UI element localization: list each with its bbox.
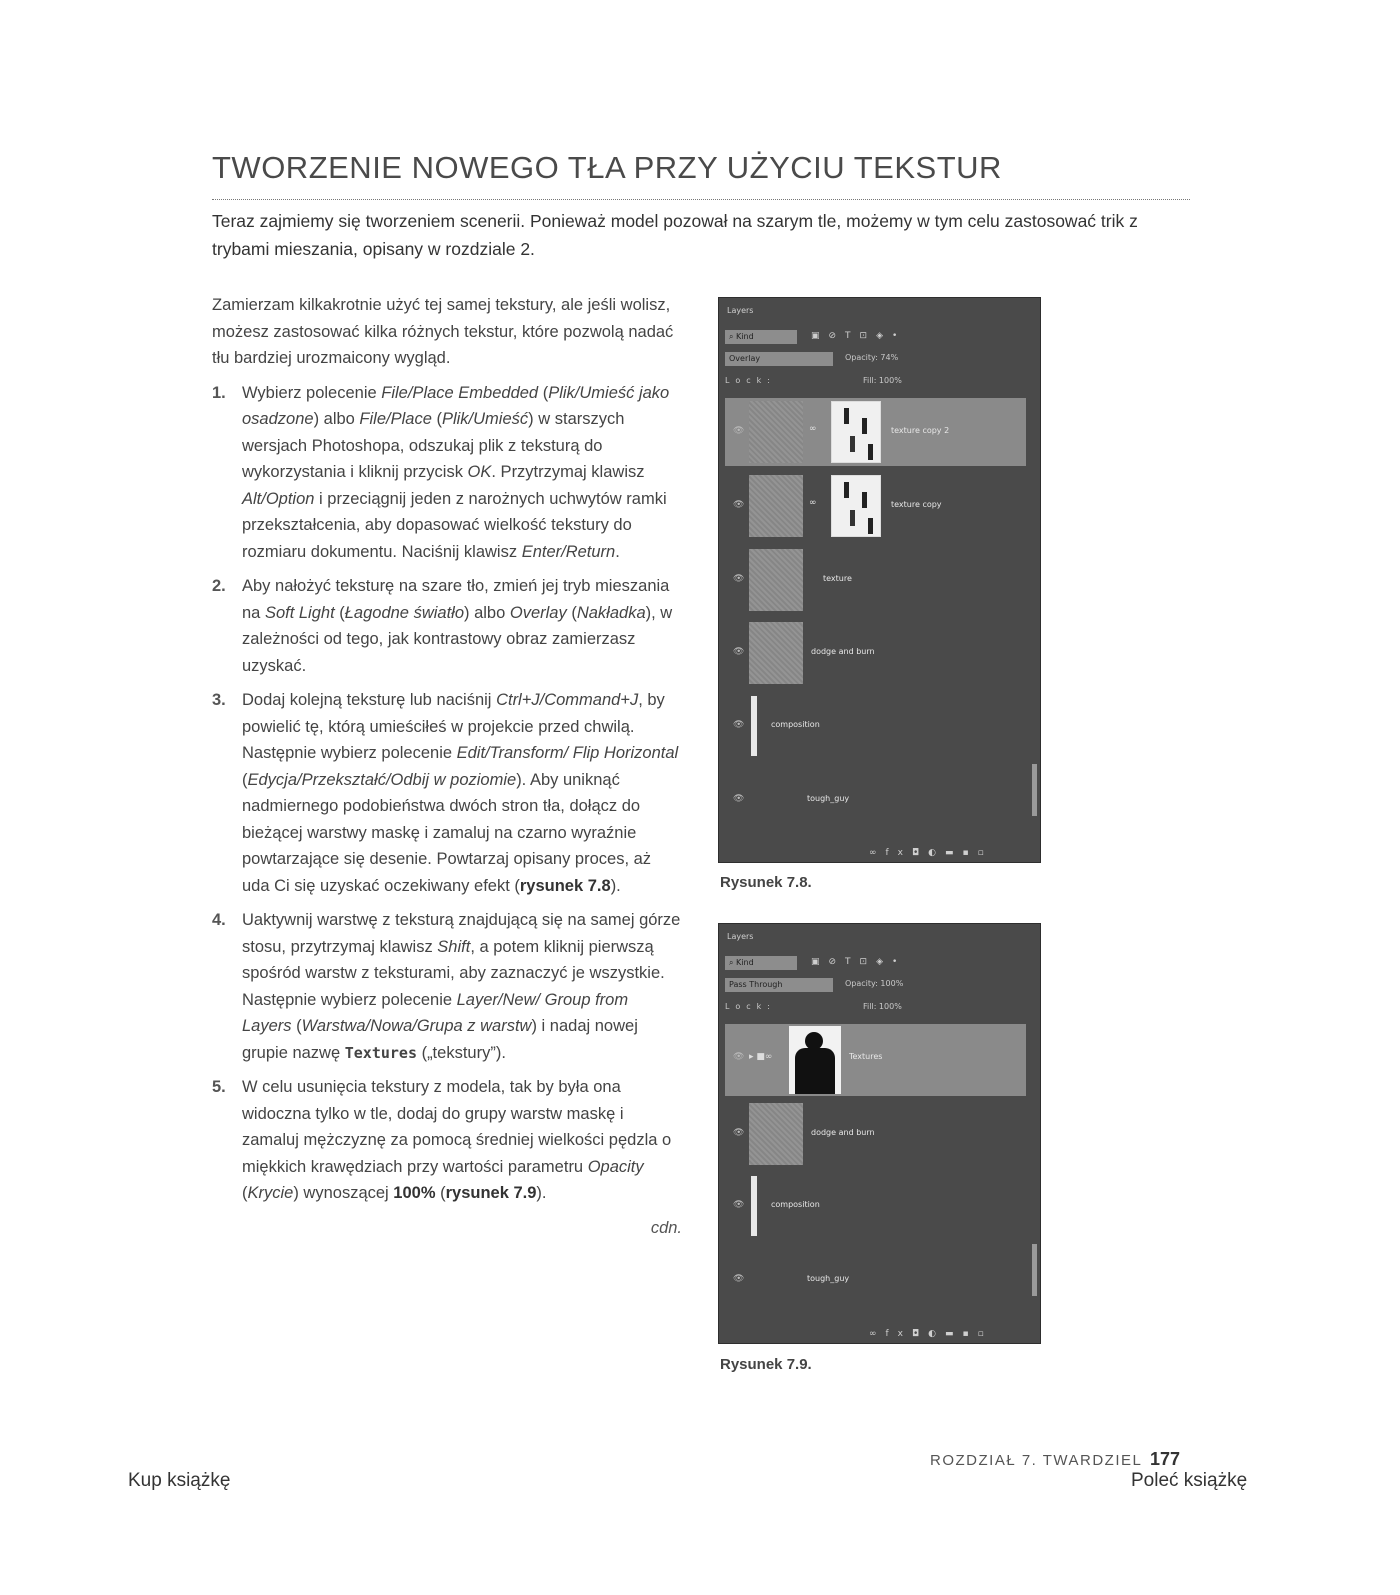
step-number: 4. (212, 911, 226, 929)
steps-list (212, 380, 682, 1207)
filter-icons[interactable]: ▣⊘T⊡◈• (811, 331, 907, 341)
eye-icon[interactable]: 👁 (733, 1052, 745, 1062)
layer-row[interactable] (725, 398, 1026, 466)
layer-thumbnail (751, 1176, 757, 1236)
kind-filter-dropdown[interactable]: ⌕ Kind (725, 956, 797, 970)
chain-icon[interactable]: ∞ (809, 498, 817, 508)
title-rule (212, 199, 1190, 200)
layer-name[interactable]: texture copy (891, 500, 942, 509)
figure-caption: Rysunek 7.9. (720, 1356, 812, 1373)
buy-book-link[interactable]: Kup książkę (128, 1470, 231, 1491)
layer-row[interactable] (725, 766, 1026, 834)
step-number: 5. (212, 1078, 226, 1096)
fill-field[interactable]: Fill: 100% (863, 1002, 902, 1011)
chapter-running-head: ROZDZIAŁ 7. TWARDZIEL (930, 1452, 1143, 1469)
body-column (212, 292, 682, 1241)
step-1: 1. Wybierz polecenie File/Place Embedded (Plik/Umieść jako osadzone) albo File/Place (Plik/Umieść) w starszych wersjach Photoshopa, odszukaj plik z teksturą do wykorzystania i kliknij przycisk OK. Przytrzymaj klawisz Alt/Option i przeciągnij jeden z narożnych uchwytów ramki przekształcenia, aby dopasować wielkość tekstury do rozmiaru dokumentu. Naciśnij klawisz Enter/Return. (212, 380, 682, 566)
layer-mask-thumbnail[interactable] (831, 475, 881, 537)
layer-thumbnail (749, 549, 803, 611)
layer-thumbnail (751, 696, 757, 756)
layer-name[interactable]: Textures (849, 1052, 883, 1061)
layer-name[interactable]: composition (771, 1200, 820, 1209)
layer-row[interactable] (725, 1246, 1026, 1314)
figure-caption: Rysunek 7.8. (720, 874, 812, 891)
layer-group-row[interactable] (725, 1024, 1026, 1096)
lead-paragraph: Zamierzam kilkakrotnie użyć tej samej tekstury, ale jeśli wolisz, możesz zastosować kilka różnych tekstur, które pozwolą nadać tłu bardziej urozmaicony wygląd. (212, 296, 674, 367)
layer-name[interactable]: dodge and burn (811, 1128, 875, 1137)
page-title: TWORZENIE NOWEGO TŁA PRZY UŻYCIU TEKSTUR (212, 150, 1002, 185)
lock-label: Lock: (725, 1002, 776, 1011)
scrollbar[interactable] (1032, 1244, 1037, 1296)
layer-row[interactable] (725, 692, 1026, 760)
opacity-field[interactable]: Opacity: 74% (845, 353, 899, 362)
layer-thumbnail (749, 1103, 803, 1165)
filter-row (725, 956, 1034, 972)
step-5: 5. W celu usunięcia tekstury z modela, tak by była ona widoczna tylko w tle, dodaj do grupy warstw maskę i zamaluj mężczyznę za pomocą średniej wielkości pędzla o miękkich krawędziach przy wartości parametru Opacity (Krycie) wynoszącej 100% (rysunek 7.9). (212, 1074, 682, 1207)
layer-name[interactable]: tough_guy (807, 1274, 850, 1283)
panel-title: Layers (727, 932, 754, 941)
panel-bottom-icons[interactable]: ∞fx◘◐▬▪▫ (869, 848, 993, 858)
panel-title: Layers (727, 306, 754, 315)
continued-note: cdn. (650, 1218, 682, 1237)
step-number: 2. (212, 577, 226, 595)
eye-icon[interactable]: 👁 (733, 794, 745, 804)
kind-filter-dropdown[interactable]: ⌕ Kind (725, 330, 797, 344)
step-3: 3. Dodaj kolejną teksturę lub naciśnij Ctrl+J/Command+J, by powielić tę, którą umieściłeś w projekcie przed chwilą. Następnie wybierz polecenie Edit/Transform/ Flip Horizontal (Edycja/Przekształć/Odbij w poziomie). Aby uniknąć nadmiernego podobieństwa dwóch stron tła, dołącz do bieżącej warstwy maskę i zamaluj na czarno wyraźnie powtarzające się desenie. Powtarzaj opisany proces, aż uda Ci się uzyskać oczekiwany efekt (rysunek 7.8). (212, 687, 682, 899)
layer-row[interactable] (725, 546, 1026, 614)
page-number: 177 (1150, 1449, 1181, 1469)
eye-icon[interactable]: 👁 (733, 1200, 745, 1210)
layer-mask-thumbnail[interactable] (831, 401, 881, 463)
layers-panel-fig-7-8 (718, 297, 1041, 863)
eye-icon[interactable]: 👁 (733, 426, 745, 436)
layer-name[interactable]: tough_guy (807, 794, 850, 803)
layer-thumbnail (749, 475, 803, 537)
layer-name[interactable]: texture (823, 574, 852, 583)
scrollbar[interactable] (1032, 764, 1037, 816)
blend-mode-dropdown[interactable]: Overlay (725, 352, 833, 366)
layer-name[interactable]: composition (771, 720, 820, 729)
step-number: 3. (212, 691, 226, 709)
eye-icon[interactable]: 👁 (733, 1128, 745, 1138)
lock-label: Lock: (725, 376, 776, 385)
blend-row (725, 352, 1034, 368)
layer-name[interactable]: dodge and burn (811, 647, 875, 656)
fill-field[interactable]: Fill: 100% (863, 376, 902, 385)
panel-bottom-icons[interactable]: ∞fx◘◐▬▪▫ (869, 1329, 993, 1339)
eye-icon[interactable]: 👁 (733, 720, 745, 730)
folder-icon[interactable]: ▸ ■∞ (749, 1052, 773, 1062)
recommend-book-link[interactable]: Poleć książkę (1131, 1470, 1248, 1491)
step-4: 4. Uaktywnij warstwę z teksturą znajdującą się na samej górze stosu, przytrzymaj klawisz Shift, a potem kliknij pierwszą spośród warstw z teksturami, aby zaznaczyć je wszystkie. Następnie wybierz polecenie Layer/New/ Group from Layers (Warstwa/Nowa/Grupa z warstw) i nadaj nowej grupie nazwę Textures („tekstury”). (212, 907, 682, 1066)
eye-icon[interactable]: 👁 (733, 500, 745, 510)
layers-panel-fig-7-9 (718, 923, 1041, 1344)
eye-icon[interactable]: 👁 (733, 574, 745, 584)
step-2: 2. Aby nałożyć teksturę na szare tło, zmień jej tryb mieszania na Soft Light (Łagodne światło) albo Overlay (Nakładka), w zależności od tego, jak kontrastowy obraz zamierzasz uzyskać. (212, 573, 682, 679)
layer-row[interactable] (725, 1100, 1026, 1168)
group-mask-thumbnail[interactable] (789, 1026, 841, 1094)
layer-name[interactable]: texture copy 2 (891, 426, 950, 435)
eye-icon[interactable]: 👁 (733, 647, 745, 657)
layer-row[interactable] (725, 472, 1026, 540)
step-number: 1. (212, 383, 226, 402)
chain-icon[interactable]: ∞ (809, 424, 817, 434)
eye-icon[interactable]: 👁 (733, 1274, 745, 1284)
layer-thumbnail (749, 622, 803, 684)
blend-row (725, 978, 1034, 994)
layer-thumbnail (749, 401, 803, 463)
layer-row[interactable] (725, 1172, 1026, 1240)
blend-mode-dropdown[interactable]: Pass Through (725, 978, 833, 992)
opacity-field[interactable]: Opacity: 100% (845, 979, 904, 988)
intro-paragraph: Teraz zajmiemy się tworzeniem scenerii. Ponieważ model pozował na szarym tle, możemy w tym celu zastosować trik z trybami mieszania, opisany w rozdziale 2. (212, 211, 1138, 259)
layer-row[interactable] (725, 619, 1026, 687)
filter-row (725, 330, 1034, 346)
lock-row (725, 1001, 1034, 1017)
filter-icons[interactable]: ▣⊘T⊡◈• (811, 957, 907, 967)
lock-row (725, 375, 1034, 391)
